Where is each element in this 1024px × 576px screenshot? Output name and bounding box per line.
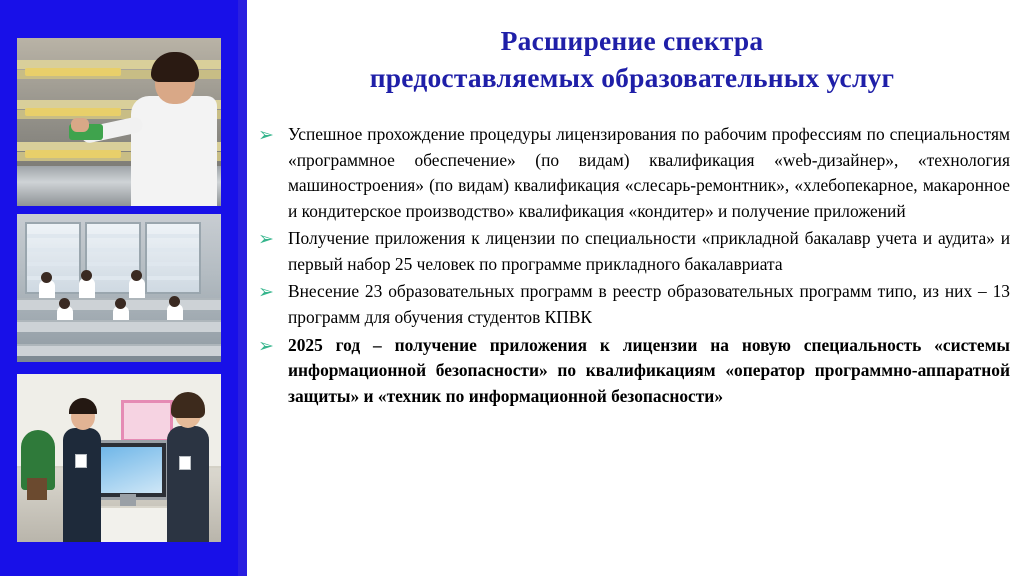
chevron-right-icon: ➢: [258, 228, 274, 251]
left-photo-panel: [0, 0, 238, 576]
chevron-right-icon: ➢: [258, 334, 274, 357]
wall-picture: [121, 400, 173, 442]
id-badge: [75, 454, 87, 468]
monitor-screen: [100, 447, 162, 493]
student-body: [167, 426, 209, 542]
tray: [25, 108, 121, 116]
desk-row: [17, 320, 221, 332]
student: [79, 278, 95, 298]
student-body: [63, 428, 101, 542]
list-item: [258, 333, 1010, 410]
monitor: [93, 440, 169, 500]
window: [145, 222, 201, 294]
photo-bakery-production: [17, 38, 221, 206]
list-item-text: Внесение 23 образовательных программ в реестр образовательных программ типо, из них – 13 программ для обучения студентов КПВК: [288, 281, 1010, 328]
worker-hand: [71, 118, 89, 132]
student-head: [81, 270, 92, 281]
student-hair: [171, 392, 205, 418]
student-head: [131, 270, 142, 281]
list-item: [258, 122, 1010, 224]
page-title: [258, 22, 1006, 96]
student-head: [41, 272, 52, 283]
chevron-right-icon: ➢: [258, 124, 274, 146]
chevron-right-icon: ➢: [258, 281, 274, 304]
id-badge: [179, 456, 191, 470]
student-head: [169, 296, 180, 307]
desk-row: [17, 344, 221, 356]
tray: [25, 68, 121, 76]
tray: [25, 150, 121, 158]
list-item-text: 2025 год – получение приложения к лицензии на новую специальность «системы информационной безопасности» по квалификациям «оператор программно-аппаратной защиты» и «техник по информационной безопасности»: [288, 334, 1010, 406]
list-item: [258, 226, 1010, 277]
student: [39, 280, 55, 300]
plant-pot: [27, 478, 47, 500]
list-item-text: Получение приложения к лицензии по специальности «прикладной бакалавр учета и аудита» и первый набор 25 человек по программе прикладного бакалавриата: [288, 228, 1010, 274]
bullet-list: [258, 122, 1010, 411]
student: [129, 278, 145, 298]
page-title-line-2: предоставляемых образовательных услуг: [369, 62, 895, 94]
page-title-line-1: Расширение спектра: [500, 25, 764, 56]
worker-body: [131, 96, 217, 206]
list-item-text: Успешное прохождение процедуры лицензирования по рабочим профессиям по специальностям «программное обеспечение» (по видам) квалификация «web-дизайнер», «технология машиностроения» (по видам) квалификация «слесарь-ремонтник», «хлебопекарное, макаронное и кондитерское производство» квалификация «кондитер» и получение приложений: [288, 124, 1010, 221]
photo-computer-classroom: [17, 214, 221, 362]
photo-students-with-monitor: [17, 374, 221, 542]
student-head: [115, 298, 126, 309]
student-head: [59, 298, 70, 309]
vertical-divider: [238, 0, 247, 576]
list-item: [258, 279, 1010, 330]
